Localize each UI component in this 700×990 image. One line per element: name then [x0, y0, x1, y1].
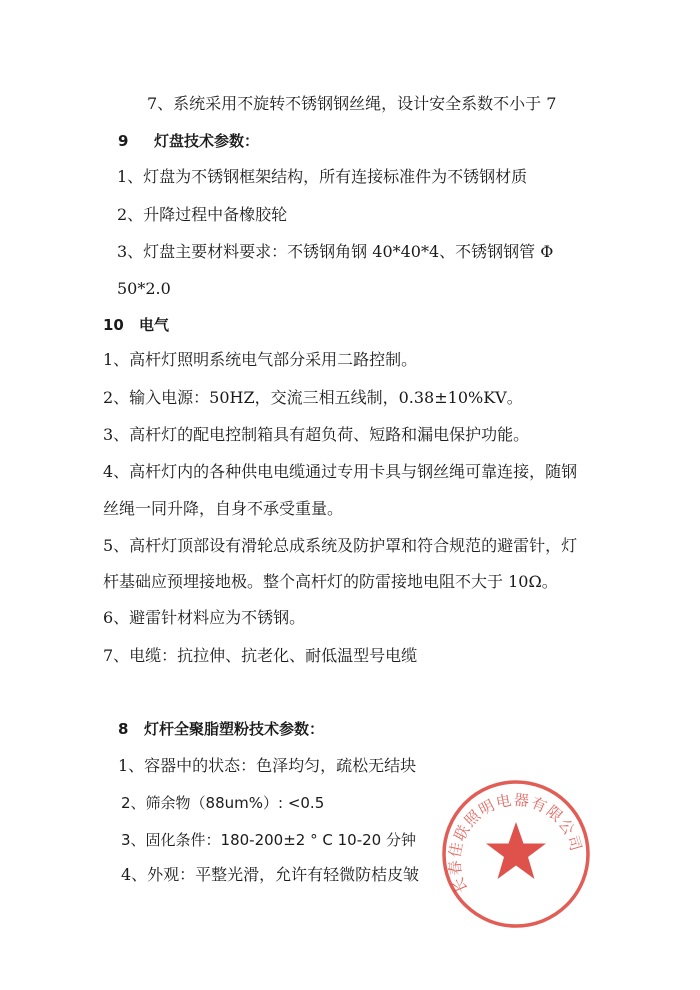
section7-item7: 7、系统采用不旋转不锈钢钢丝绳，设计安全系数不小于 7 — [147, 94, 557, 113]
section10-item-2: 2、输入电源：50HZ，交流三相五线制，0.38±10%KV。 — [103, 388, 523, 407]
section10-title: 电气 — [139, 316, 170, 334]
section9-title: 灯盘技术参数： — [154, 132, 260, 150]
section9-item-2: 2、升降过程中备橡胶轮 — [117, 205, 288, 224]
section10-item-7: 7、电缆：抗拉伸、抗老化、耐低温型号电缆 — [103, 646, 418, 665]
company-seal-stamp — [440, 778, 592, 930]
section8-item-4: 4、外观：平整光滑，允许有轻微防桔皮皱 — [121, 865, 420, 884]
section10-item-3: 3、高杆灯的配电控制箱具有超负荷、短路和漏电保护功能。 — [103, 425, 530, 444]
section8-heading — [118, 718, 324, 740]
section10-item-4: 4、高杆灯内的各种供电电缆通过专用卡具与钢丝绳可靠连接，随钢 — [103, 462, 578, 481]
section9-item-1: 1、灯盘为不锈钢框架结构，所有连接标准件为不锈钢材质 — [117, 167, 528, 186]
section9-item-3-cont: 50*2.0 — [117, 279, 171, 298]
section9-number: 9 — [118, 132, 129, 150]
section10-item-6: 6、避雷针材料应为不锈钢。 — [103, 608, 306, 627]
section8-title: 灯杆全聚脂塑粉技术参数： — [144, 720, 325, 738]
section9-item-3: 3、灯盘主要材料要求：不锈钢角钢 40*40*4、不锈钢钢管 Φ — [117, 242, 554, 261]
section10-item-4-cont: 丝绳一同升降，自身不承受重量。 — [103, 499, 344, 518]
section8-item-2: 2、筛余物（88um%）: <0.5 — [121, 794, 325, 812]
section10-item-5: 5、高杆灯顶部设有滑轮总成系统及防护罩和符合规范的避雷针，灯 — [103, 536, 578, 555]
section10-item-5-cont: 杆基础应预埋接地极。整个高杆灯的防雷接地电阻不大于 10Ω。 — [103, 572, 558, 591]
star-icon — [486, 822, 546, 879]
section8-number: 8 — [118, 720, 129, 738]
section10-heading — [103, 314, 169, 336]
section9-heading — [118, 130, 259, 152]
section10-number: 10 — [103, 316, 124, 334]
section8-item-1: 1、容器中的状态：色泽均匀，疏松无结块 — [118, 756, 417, 775]
svg-text:长春佳联照明电器有限公司: 长春佳联照明电器有限公司 — [445, 790, 586, 896]
section8-item-3: 3、固化条件：180-200±2 ° C 10-20 分钟 — [121, 831, 416, 849]
section10-item-1: 1、高杆灯照明系统电气部分采用二路控制。 — [103, 350, 418, 369]
